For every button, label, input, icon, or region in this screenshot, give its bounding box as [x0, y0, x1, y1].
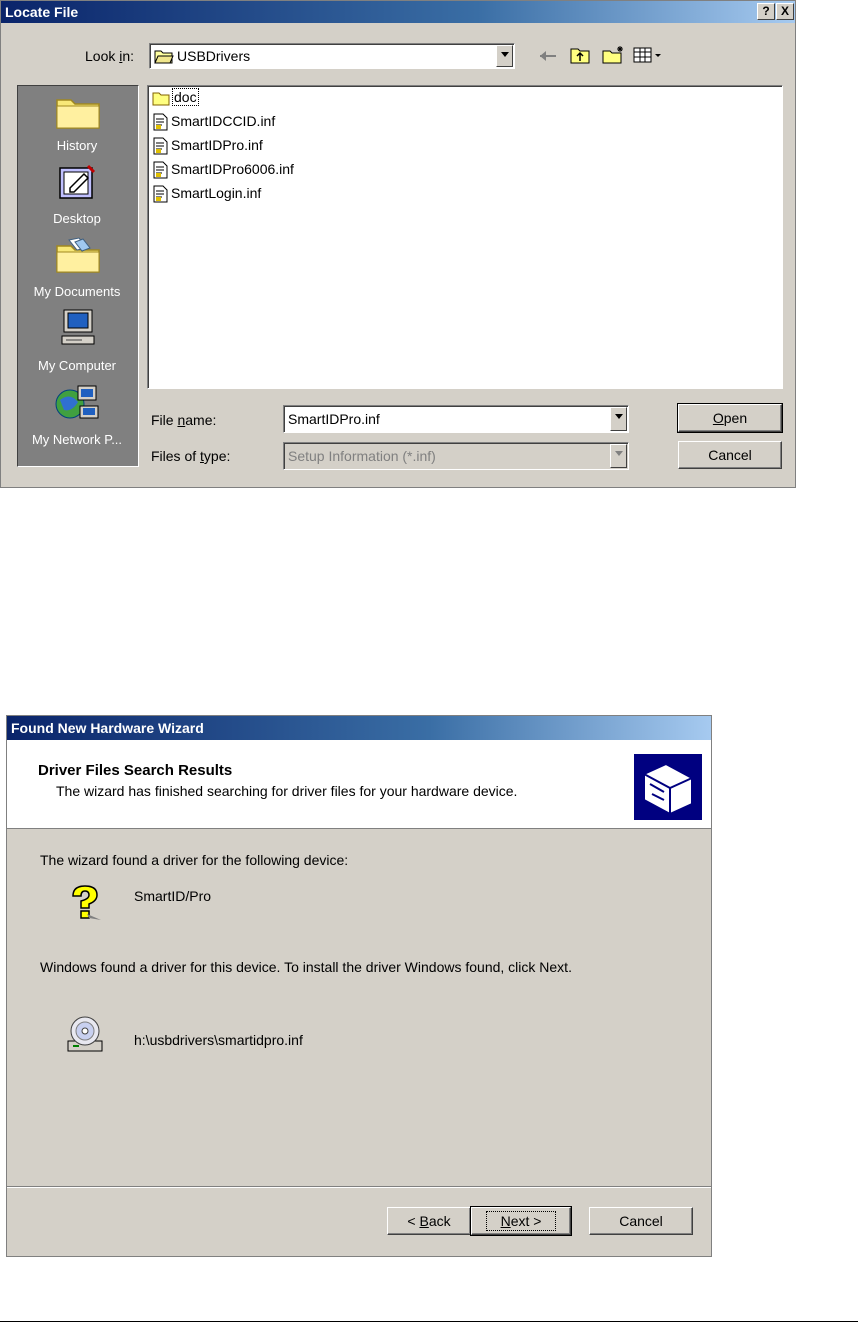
wizard-titlebar	[7, 716, 711, 740]
look-in-chevron-down-icon[interactable]	[496, 45, 513, 67]
cancel-button[interactable]: Cancel	[678, 441, 782, 469]
file-name-input[interactable]	[283, 405, 629, 433]
wizard-cancel-button[interactable]: Cancel	[589, 1207, 693, 1235]
file-name: SmartIDCCID.inf	[171, 113, 276, 129]
driver-path: h:\usbdrivers\smartidpro.inf	[134, 1032, 303, 1048]
desktop-icon[interactable]	[58, 164, 98, 202]
cd-drive-icon	[65, 1015, 105, 1055]
list-item-file[interactable]	[152, 110, 275, 132]
file-name: SmartIDPro6006.inf	[171, 161, 294, 177]
list-item-file[interactable]	[152, 134, 263, 156]
list-item-file[interactable]	[152, 158, 294, 180]
file-list[interactable]	[147, 85, 783, 389]
look-in-label: Look in:	[85, 48, 135, 64]
hardware-wizard-icon	[634, 754, 702, 820]
history-folder-icon[interactable]	[55, 94, 101, 130]
place-my-documents[interactable]: My Documents	[33, 284, 121, 299]
my-computer-icon[interactable]	[58, 308, 98, 348]
back-button[interactable]: < Back	[387, 1207, 471, 1235]
file-name-doc: doc	[174, 89, 197, 105]
file-name: SmartIDPro.inf	[171, 137, 263, 153]
place-history[interactable]: History	[56, 138, 98, 153]
my-documents-icon[interactable]	[55, 236, 101, 274]
back-arrow-icon[interactable]	[538, 49, 558, 63]
folder-open-icon	[154, 48, 174, 64]
files-of-type-label: Files of type:	[151, 448, 231, 464]
look-in-value: USBDrivers	[177, 48, 251, 64]
question-device-icon	[65, 884, 103, 922]
file-name-label: File name:	[151, 412, 217, 428]
new-folder-icon[interactable]	[601, 45, 625, 65]
files-of-type-chevron-down-icon	[610, 444, 627, 468]
wizard-title: Found New Hardware Wizard	[11, 720, 204, 736]
inf-file-icon	[152, 161, 168, 179]
up-folder-icon[interactable]	[569, 45, 591, 65]
device-name: SmartID/Pro	[134, 888, 212, 904]
open-button[interactable]: Open	[678, 404, 782, 432]
next-button[interactable]	[471, 1207, 571, 1235]
file-name-chevron-down-icon[interactable]	[610, 407, 627, 431]
page-bottom-rule	[0, 1321, 858, 1322]
locate-file-dialog	[0, 0, 796, 488]
wizard-header	[7, 740, 711, 829]
list-item-folder-doc[interactable]	[152, 86, 198, 108]
view-menu-icon[interactable]	[633, 47, 667, 63]
inf-file-icon	[152, 185, 168, 203]
files-of-type-value: Setup Information (*.inf)	[288, 448, 436, 464]
place-my-network[interactable]: My Network P...	[31, 432, 123, 447]
places-bar	[17, 85, 139, 467]
wizard-subheading: The wizard has finished searching for driver files for your hardware device.	[56, 783, 518, 799]
found-text: The wizard found a driver for the following device:	[40, 852, 349, 868]
list-item-file[interactable]	[152, 182, 261, 204]
wizard-footer-separator	[7, 1186, 711, 1188]
inf-file-icon	[152, 113, 168, 131]
place-desktop[interactable]: Desktop	[53, 211, 101, 226]
locate-file-titlebar	[1, 1, 795, 23]
next-focus-box: Next >	[487, 1212, 556, 1230]
my-network-places-icon[interactable]	[54, 382, 100, 422]
look-in-dropdown[interactable]	[149, 43, 515, 69]
inf-file-icon	[152, 137, 168, 155]
file-name-value: SmartIDPro.inf	[288, 411, 380, 427]
locate-file-title: Locate File	[5, 4, 79, 20]
help-button[interactable]: ?	[757, 3, 775, 20]
place-my-computer[interactable]: My Computer	[37, 358, 117, 373]
install-text: Windows found a driver for this device. To install the driver Windows found, click Next.	[40, 959, 572, 975]
close-button[interactable]: X	[776, 3, 794, 20]
folder-icon	[152, 90, 170, 106]
hardware-wizard-dialog	[6, 715, 712, 1257]
file-name: SmartLogin.inf	[171, 185, 262, 201]
wizard-heading: Driver Files Search Results	[38, 762, 233, 779]
files-of-type-dropdown	[283, 442, 629, 470]
